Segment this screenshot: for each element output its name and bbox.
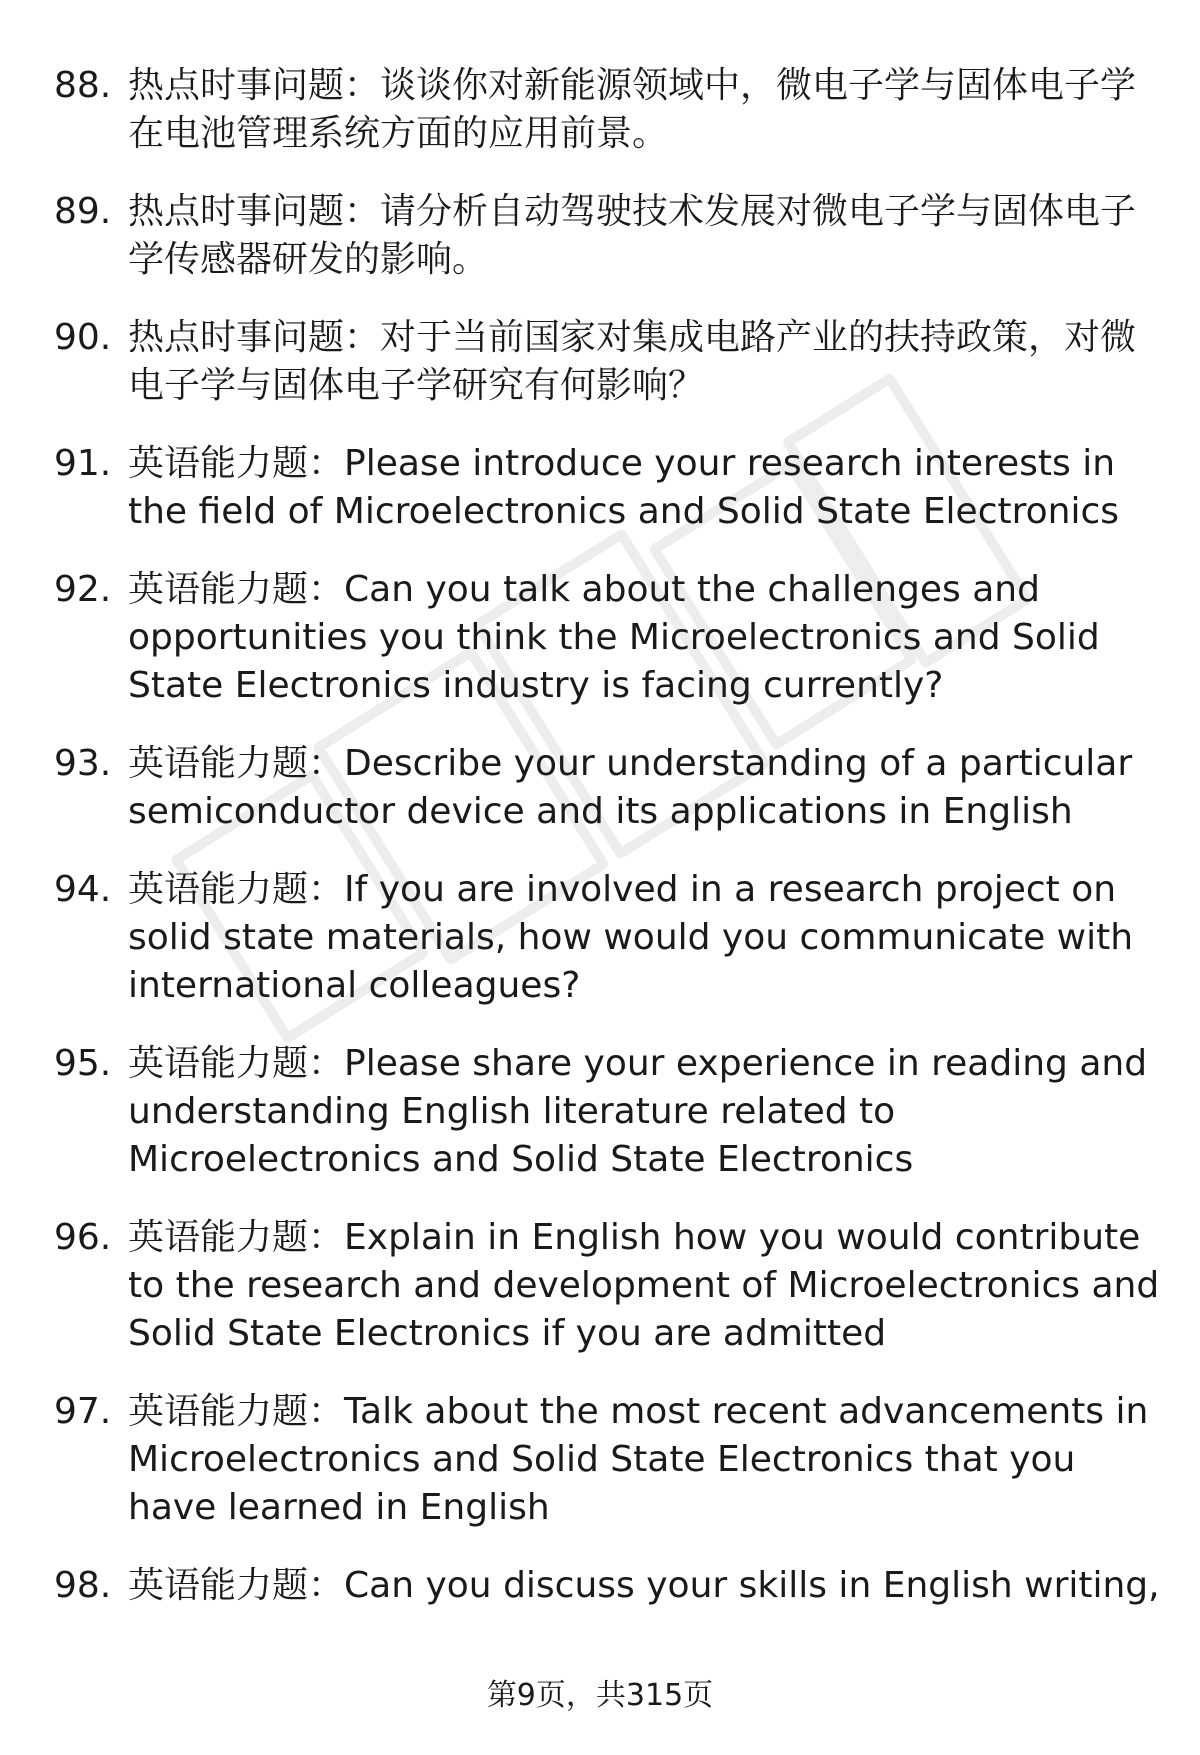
question-category: 英语能力题：: [128, 443, 345, 484]
question-text: If you are involved in a research project on solid state materials, how would you communicate with international colleagues?: [128, 869, 1134, 1006]
question-number: 94.: [54, 869, 112, 910]
question-item: [0, 314, 1200, 410]
question-text: Describe your understanding of a particular semiconductor device and its applications in English: [128, 743, 1133, 832]
question-item: [0, 188, 1200, 284]
question-body: [128, 62, 1163, 158]
question-body: [128, 866, 1163, 1010]
question-item: [0, 566, 1200, 710]
question-body: [128, 1388, 1163, 1532]
question-number: 88.: [54, 65, 112, 106]
question-category: 热点时事问题：: [128, 65, 381, 106]
question-item: [0, 62, 1200, 158]
question-item: [0, 866, 1200, 1010]
question-text: Please introduce your research interests in the field of Microelectronics and Solid State Electronics: [128, 443, 1120, 532]
question-number: 93.: [54, 743, 112, 784]
question-text: 谈谈你对新能源领域中，微电子学与固体电子学在电池管理系统方面的应用前景。: [128, 65, 1137, 154]
question-item: [0, 1214, 1200, 1358]
question-text: 请分析自动驾驶技术发展对微电子学与固体电子学传感器研发的影响。: [128, 191, 1137, 280]
question-item: [0, 1562, 1200, 1610]
question-text: Talk about the most recent advancements in Microelectronics and Solid State Electronics that you have learned in English: [128, 1391, 1149, 1528]
question-category: 英语能力题：: [128, 1391, 345, 1432]
question-body: [128, 1562, 1163, 1610]
question-category: 英语能力题：: [128, 569, 345, 610]
question-item: [0, 1388, 1200, 1532]
question-body: [128, 1214, 1163, 1358]
question-number: 96.: [54, 1217, 112, 1258]
page-footer: 第9页，共315页: [486, 1678, 714, 1713]
question-text: Can you discuss your skills in English writing,: [344, 1565, 1160, 1606]
question-number: 97.: [54, 1391, 112, 1432]
question-item: [0, 440, 1200, 536]
question-category: 英语能力题：: [128, 869, 345, 910]
question-category: 英语能力题：: [128, 743, 345, 784]
question-category: 热点时事问题：: [128, 191, 381, 232]
question-body: [128, 314, 1163, 410]
question-text: 对于当前国家对集成电路产业的扶持政策，对微电子学与固体电子学研究有何影响？: [128, 317, 1137, 406]
question-body: [128, 566, 1163, 710]
question-category: 热点时事问题：: [128, 317, 381, 358]
question-number: 90.: [54, 317, 112, 358]
question-item: [0, 1040, 1200, 1184]
question-list: [0, 62, 1200, 1640]
question-category: 英语能力题：: [128, 1565, 345, 1606]
question-body: [128, 440, 1163, 536]
question-text: Please share your experience in reading and understanding English literature related to Microelectronics and Solid State Electronics: [128, 1043, 1148, 1180]
question-text: Explain in English how you would contribute to the research and development of Microelectronics and Solid State Electronics if you are admitted: [128, 1217, 1160, 1354]
question-category: 英语能力题：: [128, 1217, 345, 1258]
question-category: 英语能力题：: [128, 1043, 345, 1084]
question-item: [0, 740, 1200, 836]
question-body: [128, 1040, 1163, 1184]
question-number: 95.: [54, 1043, 112, 1084]
question-number: 89.: [54, 191, 112, 232]
question-number: 98.: [54, 1565, 112, 1606]
question-number: 92.: [54, 569, 112, 610]
question-number: 91.: [54, 443, 112, 484]
question-text: Can you talk about the challenges and opportunities you think the Microelectronics and Solid State Electronics industry is facing currently?: [128, 569, 1100, 706]
question-body: [128, 188, 1163, 284]
question-body: [128, 740, 1163, 836]
